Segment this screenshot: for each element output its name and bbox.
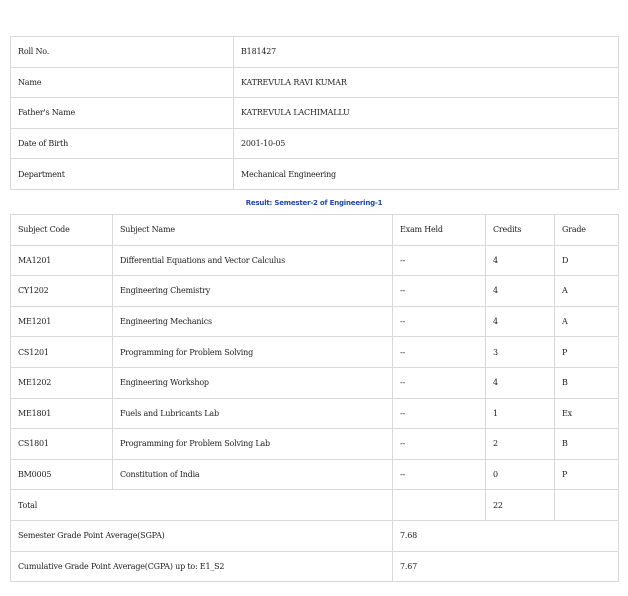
subject-code-cell: CS1201 (11, 337, 113, 368)
table-row (11, 276, 619, 307)
subject-code-cell: ME1201 (11, 306, 113, 337)
roll-number-value: B181427 (234, 37, 619, 68)
header-grade: Grade (555, 215, 619, 246)
grade-cell: Ex (555, 398, 619, 429)
header-exam-held: Exam Held (393, 215, 486, 246)
date-of-birth-label: Date of Birth (11, 128, 234, 159)
roll-number-row (11, 37, 619, 68)
department-row (11, 159, 619, 190)
total-label: Total (11, 490, 393, 521)
grade-cell: P (555, 459, 619, 490)
table-row (11, 398, 619, 429)
credits-cell: 4 (486, 245, 555, 276)
subject-name-cell: Constitution of India (113, 459, 393, 490)
subject-name-cell: Engineering Chemistry (113, 276, 393, 307)
exam-held-cell: -- (393, 398, 486, 429)
grade-cell: B (555, 367, 619, 398)
table-row (11, 429, 619, 460)
father-name-value: KATREVULA LACHIMALLU (234, 98, 619, 129)
grade-cell: B (555, 429, 619, 460)
subject-name-cell: Programming for Problem Solving Lab (113, 429, 393, 460)
grade-cell: P (555, 337, 619, 368)
result-table (10, 214, 619, 582)
header-credits: Credits (486, 215, 555, 246)
roll-number-label: Roll No. (11, 37, 234, 68)
subject-code-cell: ME1202 (11, 367, 113, 398)
name-label: Name (11, 67, 234, 98)
credits-cell: 3 (486, 337, 555, 368)
subject-name-cell: Engineering Workshop (113, 367, 393, 398)
cgpa-value: 7.67 (393, 551, 619, 582)
date-of-birth-value: 2001-10-05 (234, 128, 619, 159)
subject-code-cell: ME1801 (11, 398, 113, 429)
result-header-row (11, 215, 619, 246)
cgpa-row (11, 551, 619, 582)
credits-cell: 1 (486, 398, 555, 429)
grade-cell: A (555, 306, 619, 337)
result-title: Result: Semester-2 of Engineering-1 (245, 199, 383, 207)
header-subject-name: Subject Name (113, 215, 393, 246)
credits-cell: 0 (486, 459, 555, 490)
credits-cell: 2 (486, 429, 555, 460)
student-info-table (10, 36, 619, 190)
total-credits-value: 22 (486, 490, 555, 521)
exam-held-cell: -- (393, 245, 486, 276)
header-subject-code: Subject Code (11, 215, 113, 246)
name-row (11, 67, 619, 98)
exam-held-cell: -- (393, 306, 486, 337)
credits-cell: 4 (486, 306, 555, 337)
subject-code-cell: BM0005 (11, 459, 113, 490)
table-row (11, 306, 619, 337)
credits-cell: 4 (486, 276, 555, 307)
exam-held-cell: -- (393, 429, 486, 460)
father-name-row (11, 98, 619, 129)
department-label: Department (11, 159, 234, 190)
subject-name-cell: Engineering Mechanics (113, 306, 393, 337)
department-value: Mechanical Engineering (234, 159, 619, 190)
subject-name-cell: Fuels and Lubricants Lab (113, 398, 393, 429)
table-row (11, 367, 619, 398)
father-name-label: Father's Name (11, 98, 234, 129)
sgpa-value: 7.68 (393, 520, 619, 551)
subject-name-cell: Differential Equations and Vector Calculus (113, 245, 393, 276)
exam-held-cell: -- (393, 367, 486, 398)
sgpa-label: Semester Grade Point Average(SGPA) (11, 520, 393, 551)
credits-cell: 4 (486, 367, 555, 398)
grade-cell: A (555, 276, 619, 307)
subject-code-cell: MA1201 (11, 245, 113, 276)
exam-held-cell: -- (393, 337, 486, 368)
name-value: KATREVULA RAVI KUMAR (234, 67, 619, 98)
total-grade-cell (555, 490, 619, 521)
total-exam-cell (393, 490, 486, 521)
exam-held-cell: -- (393, 276, 486, 307)
table-row (11, 337, 619, 368)
subject-code-cell: CS1801 (11, 429, 113, 460)
cgpa-label: Cumulative Grade Point Average(CGPA) up to: E1_S2 (11, 551, 393, 582)
exam-held-cell: -- (393, 459, 486, 490)
subject-name-cell: Programming for Problem Solving (113, 337, 393, 368)
date-of-birth-row (11, 128, 619, 159)
sgpa-row (11, 520, 619, 551)
grade-cell: D (555, 245, 619, 276)
total-row (11, 490, 619, 521)
table-row (11, 459, 619, 490)
table-row (11, 245, 619, 276)
subject-code-cell: CY1202 (11, 276, 113, 307)
